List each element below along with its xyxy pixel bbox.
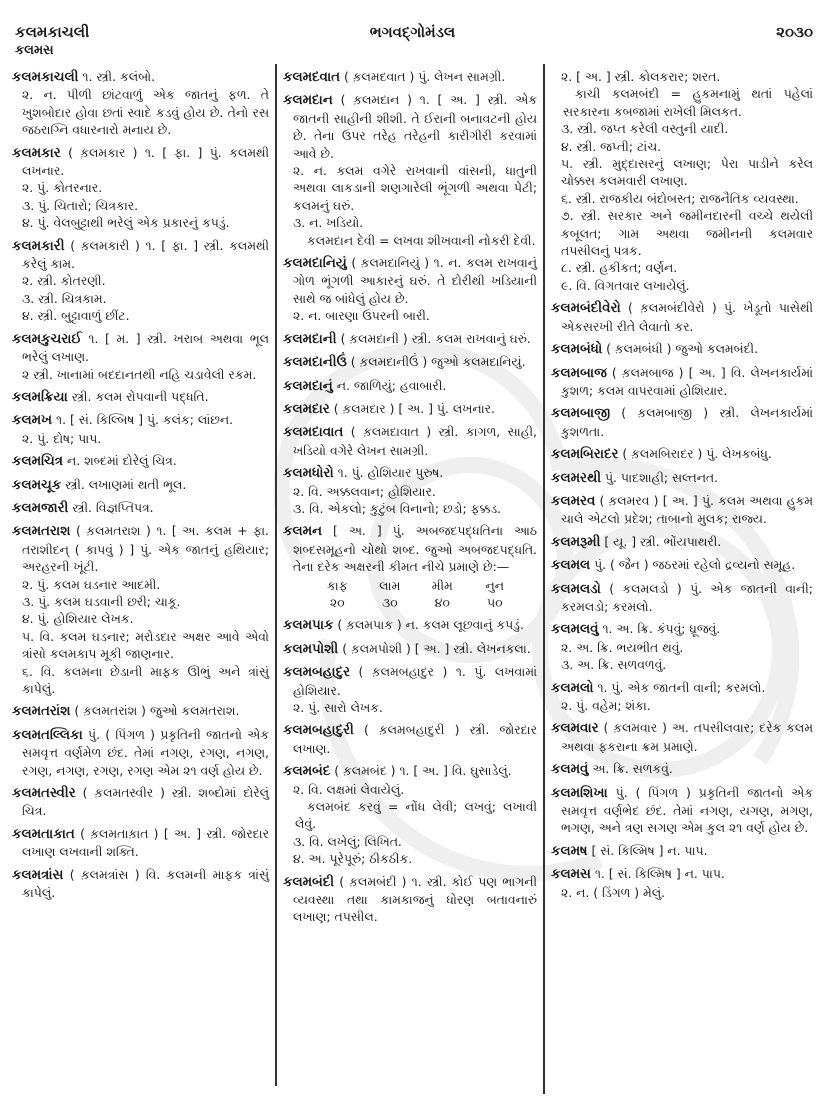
dictionary-entry xyxy=(551,404,813,440)
entry-definition xyxy=(12,68,269,86)
definition-text: ( ક઼લમબંદ ) ૧. [ અ. ] વિ. ઘુસાડેલું. xyxy=(334,763,512,779)
headword: કલમદાનિયું xyxy=(283,256,347,272)
column-divider xyxy=(275,64,277,1086)
dictionary-entry xyxy=(283,377,537,395)
sub-sense: ૬. વિ. કલમના છેડાની માફક ઊભું અને ત્રાંસું કાપેલું. xyxy=(22,663,269,696)
entry-definition xyxy=(12,237,269,273)
entry-definition xyxy=(283,464,537,482)
dictionary-entry xyxy=(12,825,269,861)
dictionary-entry xyxy=(551,719,813,755)
entry-definition xyxy=(12,522,269,575)
abjad-value: ૨૦ xyxy=(329,594,345,610)
headword: કલમપાક xyxy=(283,618,334,634)
entry-definition xyxy=(12,388,269,406)
entry-definition xyxy=(283,522,537,575)
definition-text: ( ક઼લમકારી ) ૧. [ ફા. ] સ્ત્રી. કલમથી કરેલું કામ. xyxy=(22,237,269,272)
headword: કલમશિખા xyxy=(551,785,608,801)
headword: કલમતરાંશ xyxy=(12,704,71,720)
headword: કલમદાની xyxy=(283,331,337,347)
headword: કલમબંદ xyxy=(283,764,331,780)
headword: કલમષ xyxy=(551,843,588,859)
sub-sense: ૨. ન. ( ડિંગળ ) મેલું. xyxy=(561,884,666,900)
definition-text: ૧. [ સં. કિલ્બિષ ] પું. કલંક; લાંછન. xyxy=(56,412,234,428)
headword: કલમદાન xyxy=(283,93,333,109)
sub-sense: ૩. વિ. લખેલું; લિખિત. xyxy=(293,833,402,849)
page-number: ૨૦૩૦ xyxy=(776,23,813,41)
entry-definition xyxy=(283,640,537,658)
entry-definition xyxy=(551,445,813,463)
definition-text: પું. પાદશાહી; સલ્તનત. xyxy=(605,469,719,485)
guide-word-last: કલમસ xyxy=(15,43,54,58)
headword: કલમદાવાત xyxy=(283,425,344,441)
entry-definition xyxy=(283,68,537,86)
sub-sense: ૩. સ્ત્રી. ચિત્રકામ. xyxy=(22,290,107,306)
definition-text: ( ક઼લમદવાત ) પું. લેખન સામગ્રી. xyxy=(343,69,506,84)
headword: કલમકુચરાઈ xyxy=(12,331,82,347)
dictionary-entry xyxy=(12,388,269,406)
definition-text: ( ક઼લમતરાંશ ) જુઓ કલમતરાશ. xyxy=(74,703,240,719)
dictionary-entry xyxy=(551,364,813,400)
sub-sense: ૮. સ્ત્રી. હકીકત; વર્ણન. xyxy=(561,260,678,276)
definition-text: ( ક઼લમતસ્વીર ) સ્ત્રી. શબ્દોમાં દોરેલું ચિત્ર. xyxy=(22,785,269,819)
abjad-value: ૪૦ xyxy=(434,594,450,610)
column-divider xyxy=(543,64,545,1094)
entry-definition xyxy=(283,254,537,307)
entry-definition xyxy=(283,873,537,926)
definition-text: ( ક઼લમદાન ) ૧. [ અ. ] સ્ત્રી. એક જાતની સાહીની શીશી. તે ઈરાની બનાવટની હોય છે. તેના ઉપર તરેહ તરેહની કારીગીરી કરવામાં આવે છે. xyxy=(293,92,537,161)
dictionary-entry xyxy=(283,762,537,867)
book-title: ભગવદ્ગોમંડલ xyxy=(369,23,456,41)
entry-definition xyxy=(551,580,813,616)
abjad-letter: લામ xyxy=(379,577,401,593)
definition-text: ( ક઼લમબાજ ) [ અ. ] વિ. લેખનકાર્યમાં કુશળ; કલમ વાપરવામાં હોશિયાર. xyxy=(561,364,813,398)
definition-text: [ યૂ. ] સ્ત્રી. ભોંયપાથરી. xyxy=(604,533,722,549)
sub-sense: ૩. વિ. એકલો; કુટુંબ વિનાનો; છડો; ફક્કડ. xyxy=(293,500,502,516)
headword: કલમલડો xyxy=(551,581,601,597)
entry-definition xyxy=(12,866,269,902)
definition-text: ( ક઼લમતાક઼ાત ) [ અ. ] સ્ત્રી. જોરદાર લખાણ લખવાની શક્તિ. xyxy=(22,825,269,860)
dictionary-entry xyxy=(283,873,537,926)
abjad-value-table xyxy=(311,577,521,612)
entry-definition xyxy=(12,825,269,861)
definition-text: [ અ. ] પું. અબજદપદ્ધતિના આઠ શબ્દસમૂહનો ચોથો શબ્દ. જુઓ અબજદપદ્ધતિ. તેના દરેક અક્ષરની કીમત નીચે પ્રમાણે છે:— xyxy=(293,523,537,575)
dictionary-entry xyxy=(12,726,269,779)
entry-definition xyxy=(12,411,269,429)
dictionary-entry xyxy=(551,299,813,335)
headword: કલમક્રિયા xyxy=(12,389,68,405)
entry-definition xyxy=(283,423,537,459)
headword: કલમરૂમી xyxy=(551,534,601,550)
dictionary-entry xyxy=(551,469,813,487)
entry-definition xyxy=(283,377,537,395)
sub-sense: ૨. સ્ત્રી. કોતરણી. xyxy=(22,273,106,289)
headword: કલમબહાદુર xyxy=(283,665,350,681)
dictionary-entry xyxy=(551,760,813,778)
entry-definition xyxy=(551,299,813,335)
headword: કલમતસ્વીર xyxy=(12,786,76,802)
entry-definition xyxy=(12,452,269,470)
headword: કલમબંદીવેરો xyxy=(551,301,621,317)
headword: કલમધોરો xyxy=(283,466,334,482)
dictionary-entry xyxy=(283,423,537,459)
sub-sense: ૩. ન. ખડિયો. xyxy=(293,215,364,231)
dictionary-entry xyxy=(551,68,813,294)
definition-text: ૧. [ મ. ] સ્ત્રી. ખરાબ અથવા ભૂલ ભરેલું લખાણ. xyxy=(22,330,269,365)
headword: કલમરથી xyxy=(551,470,602,486)
dictionary-entry xyxy=(283,254,537,325)
sub-sense: ૨. પું. વહેમ; શંકા. xyxy=(561,698,651,713)
entry-definition xyxy=(551,679,813,697)
definition-text: ( ક઼લમદાની ) સ્ત્રી. કલમ રાખવાનું ઘરું. xyxy=(340,330,531,346)
definition-text: પું. ( જૈન ) જઠરમાં રહેલો દ્રવ્યનો સમૂહ. xyxy=(594,557,796,573)
definition-text: ન. શબ્દમાં દોરેલું ચિત્ર. xyxy=(66,453,177,469)
dictionary-entry xyxy=(551,445,813,463)
definition-text: સ્ત્રી. કલમ રોપવાની પદ્ધતિ. xyxy=(71,388,209,404)
entry-definition xyxy=(551,842,813,860)
sub-sense: ૫. વિ. કલમ ઘડનાર; મરોડદાર અક્ષર આવે એવો ત્રાંસો કલમકાપ મૂકી જાણનાર. xyxy=(22,628,269,662)
definition-text: ( ક઼લમબંદીવેરો ) પું. ખેડૂતો પાસેથી એકસરખી રીતે લેવાતો કર. xyxy=(561,300,813,334)
headword: કલમજારી xyxy=(12,500,69,516)
dictionary-entry xyxy=(283,68,537,86)
entry-definition xyxy=(283,762,537,780)
definition-text: ( કલમલડો ) પું. એક જાતની વાની; કરમલડો; કરમલો. xyxy=(561,580,813,614)
definition-text: ( ક઼લમદાનિયું ) ૧. ન. કલમ રાખવાનું ગોળ ભૂંગળી આકારનું ઘરું. તે દોરીથી ખડિયાની સાથે જ બાંધેલું હોય છે. xyxy=(293,255,537,306)
sub-sense: ૩. પું. કલમ ઘડવાની છરી; ચાકૂ. xyxy=(22,593,181,609)
definition-text: પું. ( પિંગળ ) પ્રકૃતિની જાતનો એક સમવૃત્ત વર્ણભેદ છંદ. તેમાં નગણ, યગણ, મગણ, ભગણ, અને ત્રણ સગણ એમ કુલ ૨૧ વર્ણ હોય છે. xyxy=(561,784,813,836)
abjad-letter: કાફ xyxy=(326,577,348,593)
dictionary-entry xyxy=(283,640,537,658)
dictionary-entry xyxy=(12,68,269,139)
entry-definition xyxy=(551,784,813,837)
dictionary-entry xyxy=(283,721,537,757)
headword: કલમદાર xyxy=(283,401,330,417)
dictionary-entry xyxy=(12,452,269,470)
dictionary-entry xyxy=(12,866,269,902)
definition-text: ( ક઼લમતરાશ ) ૧. [ અ. કલમ + ફા. તરાશીદન્ ( કાપવું ) ] પું. એક જાતનું હથિયાર; અરહરની ખૂંટી. xyxy=(22,523,269,575)
sub-sense: ૨. ન. બારણા ઉપરની બારી. xyxy=(293,308,430,324)
dictionary-entry xyxy=(12,499,269,517)
headword: કલમબિરાદર xyxy=(551,447,619,463)
sub-sense: ૨. [ અ. ] સ્ત્રી. કોલકરાર; શરત. xyxy=(561,69,721,84)
sub-sense: ૭. સ્ત્રી. સરકાર અને જમીનદારની વચ્ચે થયેલી કબૂલત; ગામ અથવા જમીનની કલમવાર તપસીલનું પત્રક. xyxy=(561,208,813,259)
headword: કલમલવું xyxy=(551,622,599,638)
sub-sense: ૬. સ્ત્રી. રાજકીય બંદોબસ્ત; રાજનૈતિક વ્યવસ્થા. xyxy=(561,190,799,206)
entry-definition xyxy=(551,719,813,755)
abjad-letter: મીમ xyxy=(431,577,453,593)
definition-text: ન. જાળિયું; હવાબારી. xyxy=(336,377,447,393)
dictionary-entry xyxy=(12,330,269,383)
headword: કલમલો xyxy=(551,680,594,696)
sub-sense: ૯. વિ. વિગતવાર લખાયેલું. xyxy=(561,277,690,293)
definition-text: ( ક઼લમબહાદુર ) ૧. પું. લખવામાં હોશિયાર. xyxy=(293,664,537,698)
headword: કલમપોશી xyxy=(283,641,339,657)
definition-text: ( ક઼લમબિરાદર ) પું. લેખકબંધુ. xyxy=(622,446,772,462)
definition-text: ૧. પું. એક જાતની વાની; કરમલો. xyxy=(597,679,766,695)
sub-sense: ૨. ન. કલમ વગેરે રાખવાની વાંસની, ધાતુની અથવા લાકડાની શણગારેલી ભૂંગળી અથવા પેટી; કલમનું ઘરું. xyxy=(293,163,537,213)
dictionary-entry xyxy=(283,663,537,716)
dictionary-entry xyxy=(283,616,537,634)
definition-text: અ. ક્રિ. સળકવું. xyxy=(592,761,673,777)
sub-sense: ૪. પું. વેલબુટ્ટાથી ભરેલું એક પ્રકારનું કપડું. xyxy=(22,215,230,231)
entry-definition xyxy=(12,144,269,180)
definition-text: ( ક઼લમદાર ) [ અ. ] પું. લખનાર. xyxy=(333,400,495,416)
dictionary-entry xyxy=(551,679,813,715)
dictionary-entry xyxy=(283,353,537,371)
headword: કલમત્રાંસ xyxy=(12,867,64,883)
headword: કલમલ xyxy=(551,558,591,574)
entry-definition xyxy=(551,556,813,574)
entry-definition xyxy=(551,760,813,778)
definition-text: ૧. [ સં. કિલ્મિષ ] ન. પાપ. xyxy=(594,866,725,882)
headword: કલમબંધો xyxy=(551,342,603,358)
dictionary-entry xyxy=(551,492,813,528)
dictionary-entry xyxy=(12,144,269,232)
dictionary-entry xyxy=(551,556,813,574)
entry-definition xyxy=(283,353,537,371)
headword: કલમતાકાત xyxy=(12,826,75,842)
definition-text: ( ક઼લમદાનીઉં ) જુઓ કલમદાનિયું. xyxy=(350,354,526,370)
entry-definition xyxy=(283,330,537,348)
definition-text: ( ક઼લમબંધી ) જુઓ કલમબંદી. xyxy=(606,341,759,357)
headword: કલમબાજ xyxy=(551,365,607,381)
sub-sense: ૨. પું. સારો લેખક. xyxy=(293,700,383,715)
definition-text: ( ક઼લમકાર ) ૧. [ ફા. ] પું. કલમથી લખનાર. xyxy=(22,144,269,179)
entry-definition xyxy=(551,620,813,638)
abjad-value: ૩૦ xyxy=(381,594,398,610)
dictionary-entry xyxy=(283,400,537,418)
definition-text: [ સં. કિલ્મિષ ] ન. પાપ. xyxy=(591,842,708,858)
abjad-letter: નુન xyxy=(485,577,504,593)
headword: કલમતલ્લિકા xyxy=(12,727,83,743)
dictionary-column-2 xyxy=(283,68,537,931)
headword: કલમબંદી xyxy=(283,874,335,890)
definition-text: ( ક઼લમવાર ) અ. તપસીલવાર; દરેક કલમ અથવા ફકરાના ક્રમ પ્રમાણે. xyxy=(561,720,813,754)
dictionary-entry xyxy=(12,237,269,325)
dictionary-entry xyxy=(551,865,813,901)
entry-definition xyxy=(551,340,813,358)
dictionary-entry xyxy=(12,784,269,820)
headword: કલમખ xyxy=(12,413,53,429)
definition-text: ( ક઼લમબંદી ) ૧. સ્ત્રી. કોઈ પણ ભાગની વ્યવસ્થા તથા કામકાજનું ધોરણ બતાવનારું લખાણ; તપસીલ. xyxy=(293,873,537,925)
definition-text: ( ક઼લમરવ ) [ અ. ] પું. કલમ અથવા હુકમ ચાલે એટલો પ્રદેશ; તાબાનો મુલક; રાજ્ય. xyxy=(561,492,813,527)
dictionary-entry xyxy=(551,620,813,673)
dictionary-entry xyxy=(551,340,813,358)
idiom-phrase: કલમબંદ કરવું = નોંધ લેવી; લખવું; લખાવી લેવું. xyxy=(295,799,537,832)
entry-definition xyxy=(12,330,269,366)
sub-sense: ૨. પું. કોતરનાર. xyxy=(22,180,103,196)
entry-definition xyxy=(283,400,537,418)
sub-sense: ૩. પું. ચિતારો; ચિત્રકાર. xyxy=(22,197,139,213)
dictionary-column-3 xyxy=(551,68,813,906)
entry-definition xyxy=(283,721,537,757)
entry-definition xyxy=(551,533,813,551)
headword: કલમકાર xyxy=(12,145,61,161)
sub-sense: ૪. અ. પૂરેપૂરું; ઠીકઠીક. xyxy=(293,851,413,867)
definition-text: ( ક઼લમપોશી ) [ અ. ] સ્ત્રી. લેખનકલા. xyxy=(342,640,531,656)
headword: કલમતરાશ xyxy=(12,524,71,540)
dictionary-entry xyxy=(283,330,537,348)
guide-word-first: કલમકાચલી xyxy=(15,23,90,41)
definition-text: ( ક઼લમબાજી ) સ્ત્રી. લેખનકાર્યમાં કુશળતા. xyxy=(561,405,813,439)
sub-sense: ૪. પું. હોશિયાર લેખક. xyxy=(22,611,134,627)
entry-definition xyxy=(12,702,269,720)
sub-sense: ૩. અ. ક્રિ. સળવળવું. xyxy=(561,657,667,673)
dictionary-entry xyxy=(551,580,813,616)
dictionary-entry xyxy=(283,464,537,517)
headword: કલમવાર xyxy=(551,721,599,737)
sub-sense: ૨. વિ. લક્ષમાં લેવાયેલું. xyxy=(293,781,405,797)
abjad-value: ૫૦ xyxy=(486,594,503,610)
entry-definition xyxy=(551,492,813,528)
dictionary-column-1 xyxy=(12,68,269,906)
definition-text: પું. ( પિંગળ ) પ્રકૃતિની જાતનો એક સમવૃત્ત વર્ણમેળ છંદ. તેમાં નગણ, રગણ, નગણ, રગણ, નગણ, રગણ, રગણ એમ ૨૧ વર્ણ હોય છે. xyxy=(22,726,269,778)
idiom-phrase: કલમદાન દેવી = લખવા શીખવાની નોકરી દેવી. xyxy=(307,232,536,248)
headword: કલમદાનું xyxy=(283,378,333,394)
sub-sense: ૩. સ્ત્રી. જપ્ત કરેલી વસ્તુની યાદી. xyxy=(561,121,729,137)
dictionary-entry xyxy=(12,476,269,494)
headword: કલમન xyxy=(283,524,323,540)
dictionary-entry xyxy=(551,784,813,837)
headword: કલમબાજી xyxy=(551,406,610,422)
definition-text: ( ક઼લમત્રાંસ ) વિ. કલમની માફક ત્રાંસું કાપેલું. xyxy=(22,866,269,901)
dictionary-entry xyxy=(551,842,813,860)
definition-text: ( ક઼લમપાક ) ન. કલમ લૂછવાનું કપડું. xyxy=(337,617,524,633)
dictionary-entry xyxy=(12,702,269,720)
sub-sense: ૨. પું. દોષ; પાપ. xyxy=(22,430,102,446)
definition-text: સ્ત્રી. વિજ્ઞપ્તિપત્ર. xyxy=(72,499,154,515)
entry-definition xyxy=(551,404,813,440)
entry-definition xyxy=(283,616,537,634)
dictionary-entry xyxy=(283,522,537,611)
sub-sense: ૨. પું. કલમ ઘડનાર આદમી. xyxy=(22,576,161,592)
entry-definition xyxy=(551,364,813,400)
sub-sense: ૨. અ. ક્રિ. ભયભીત થવું. xyxy=(561,639,684,655)
sub-sense: ૨ સ્ત્રી. ખાનામાં બદદાનતથી નહિ ચડાવેલી રકમ. xyxy=(22,366,257,382)
sub-sense: ૪. સ્ત્રી. જપ્તી; ટાંચ. xyxy=(561,138,662,154)
dictionary-entry xyxy=(12,411,269,447)
entry-definition xyxy=(283,91,537,162)
sub-sense: ૨. વિ. અક્કલવાન; હોશિયાર. xyxy=(293,483,436,499)
definition-text: ૧. પું. હોશિયાર પુરુષ. xyxy=(337,465,444,481)
sub-sense: ૨. ન. પીળી છાંટવાળું એક જાતનું ફળ. તે ખુશબોદાર હોવા છતાં સ્વાદે કડવું હોય છે. તેનો રસ જઠરાગ્નિ વધારનારો મનાય છે. xyxy=(22,87,269,138)
idiom-phrase: કાચી કલમબંદી = હુકમનામું થતાં પહેલાં સરકારના કબજામાં રાખેલી મિલકત. xyxy=(563,86,813,119)
sub-sense: ૪. સ્ત્રી. બુટ્ટાવાળું છીંટ. xyxy=(22,308,130,324)
definition-text: ૧. સ્ત્રી. કલંબો. xyxy=(82,69,156,84)
headword: કલમરવ xyxy=(551,493,596,509)
definition-text: ( ક઼લમબહાદુરી ) સ્ત્રી. જોરદાર લખાણ. xyxy=(293,722,537,756)
entry-definition xyxy=(12,476,269,494)
headword: કલમચિત્ર xyxy=(12,454,64,470)
headword: કલમસ xyxy=(551,867,591,883)
headword: કલમદાનીઉં xyxy=(283,355,347,371)
entry-definition xyxy=(12,784,269,820)
sub-sense: ૫. સ્ત્રી. મુદ્દાસરનું લખાણ; પેરા પાડીને કરેલ ચોક્કસ કલમવારી લખાણ. xyxy=(561,156,813,189)
entry-definition xyxy=(551,469,813,487)
entry-definition xyxy=(551,865,813,883)
dictionary-entry xyxy=(12,522,269,697)
dictionary-entry xyxy=(283,91,537,249)
dictionary-entry xyxy=(551,533,813,551)
headword: કલમબહાદુરી xyxy=(283,723,354,739)
headword: કલમદવાત xyxy=(283,70,341,85)
entry-definition xyxy=(283,663,537,699)
definition-text: સ્ત્રી. લખાણમાં થતી ભૂલ. xyxy=(65,476,187,492)
definition-text: ૧. અ. ક્રિ. કંપવું; ધ્રૂજવું. xyxy=(602,621,721,637)
headword: કલમકારી xyxy=(12,238,65,254)
entry-definition xyxy=(12,499,269,517)
headword: કલમચૂક xyxy=(12,477,62,493)
entry-definition xyxy=(12,726,269,779)
headword: કલમકાચલી xyxy=(12,70,79,85)
definition-text: ( ક઼લમદાવાત ) સ્ત્રી. કાગળ, સાહી, ખડિયો વગેરે લેખન સામગ્રી. xyxy=(293,424,537,458)
headword: કલમવું xyxy=(551,762,589,778)
